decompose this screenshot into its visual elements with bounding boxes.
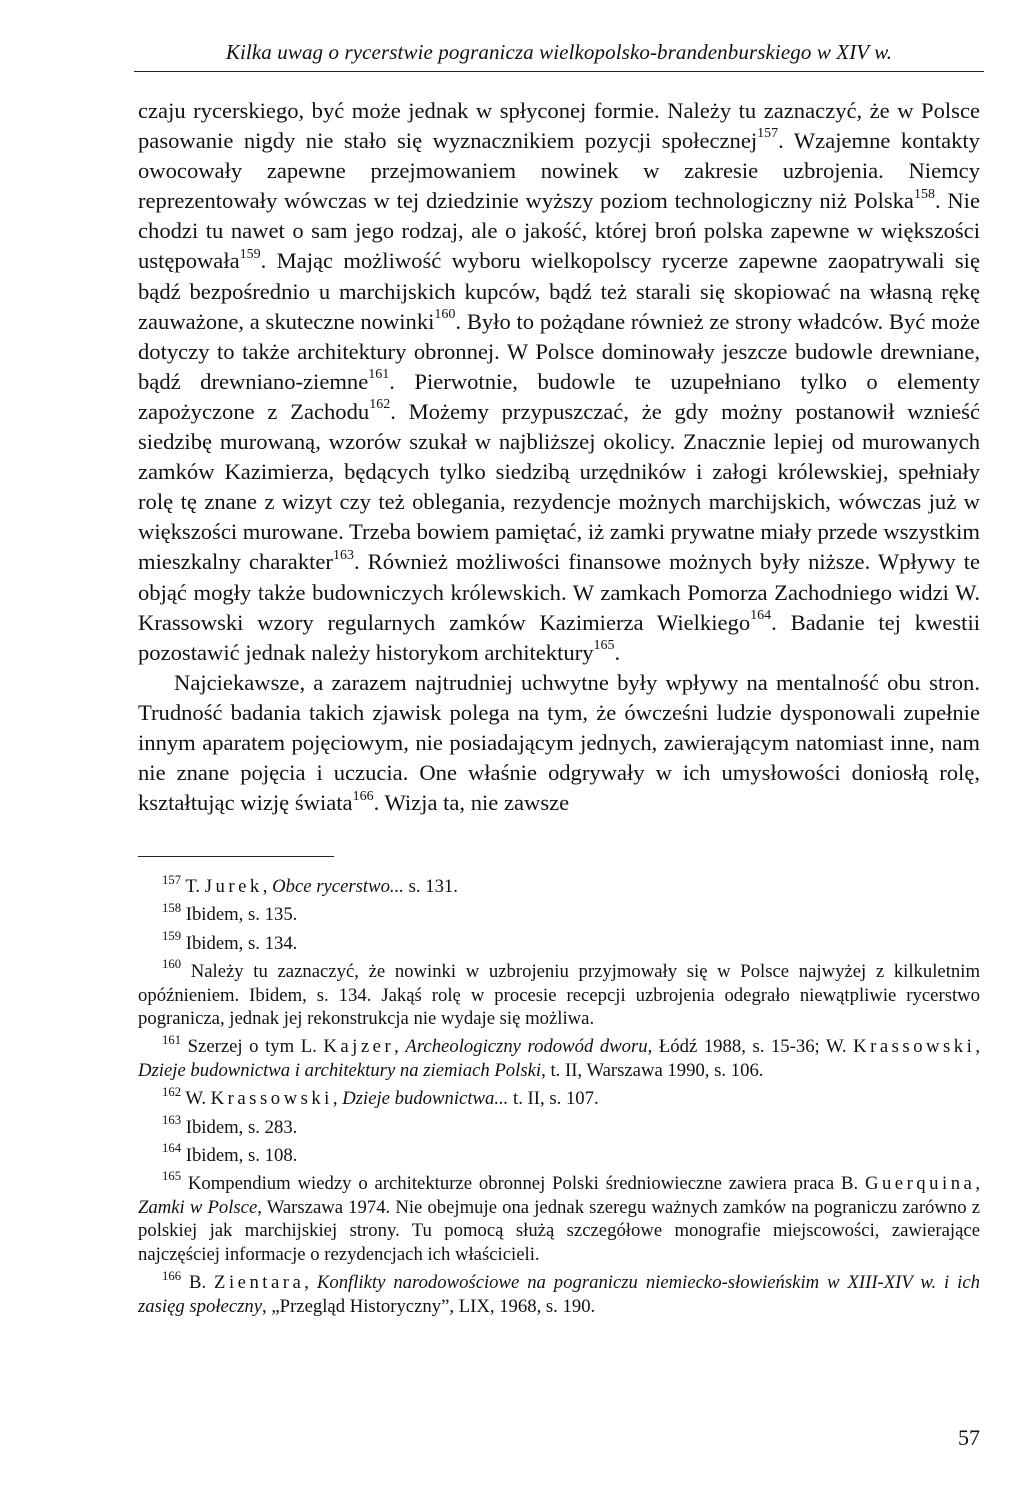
footnote [138,957,980,1031]
paragraph [138,96,980,668]
text-run: Najciekawsze, a zarazem najtrudniej uchwytne były wpływy na mentalność obu stron. Trudność badania takich zjawisk polega na tym, że ówcześni ludzie dysponowali zupełnie innym aparatem pojęciowym, nie posiadającym jednych, zawierającym natomiast inne, nam nie znane pojęcia i uczucia. One właśnie odgrywały w ich umysłowości doniosłą rolę, kształtując wizję świata [138,669,980,816]
author-name: Krassowski [853,1036,976,1058]
italic-title: Konflikty narodowościowe na pograniczu niemiecko-słowieńskim w XIII-XIV w. i ich zasięg społeczny [138,1272,981,1317]
footnote-ref: 160 [434,307,456,323]
footnote-ref: 164 [750,607,772,623]
text-run: , [394,1036,406,1058]
text-run: s. 131. [403,876,458,898]
italic-title: Archeologiczny rodowód dworu [405,1036,648,1058]
footnote-ref: 159 [239,246,261,262]
text-run: t. II, s. 107. [508,1088,599,1110]
text-run: Należy tu zaznaczyć, że nowinki w uzbrojeniu przyjmowały się w Polsce najwyżej z kilkuletnim opóźnieniem. Ibidem, s. 134. Jakąś rolę w procesie recepcji uzbrojenia odegrało niewątpliwie rycerstwo pogranicza, jednak jej rekonstrukcja nie wydaje się możliwa. [138,960,980,1030]
footnote-ref: 163 [332,547,354,563]
footnote [138,929,980,956]
author-name: Guerquina [864,1172,976,1194]
text-run: Szerzej o tym L. [181,1036,324,1058]
footnote-number: 159 [162,929,182,944]
footnote-ref: 158 [913,186,935,202]
text-run: . Również możliwości finansowe możnych były niższe. Wpływy te objąć mogły także budowniczych królewskich. W zamkach Pomorza Zachodniego widzi W. Krassowski wzory regularnych zamków Kazimierza Wielkiego [138,549,981,635]
text-run: B. [181,1272,215,1294]
italic-title: Zamki w Polsce [138,1196,258,1218]
text-run: Ibidem, s. 108. [181,1144,298,1166]
footnote-number: 164 [162,1141,182,1156]
footnote-separator [138,856,334,857]
text-run: . Badanie tej kwestii pozostawić jednak należy historykom architektury [138,609,981,665]
italic-title: Dzieje budownictwa... [342,1088,509,1110]
text-run: , Łódź 1988, s. 15-36; W. [647,1036,854,1058]
footnote-number: 158 [162,900,182,915]
footnote [138,1032,981,1082]
text-run: . Możemy przypuszczać, że gdy możny postanowił wznieść siedzibę murowaną, wzorów szukał w najbliższej okolicy. Znacznie lepiej od murowanych zamków Kazimierza, będących tylko siedzibą urzędników i załogi królewskiej, spełniały rolę tę znane z wizyt czy też oblegania, rezydencje możnych marchijskich, wówczas już w większości murowane. Trzeba bowiem pamiętać, iż zamki prywatne miały przede wszystkim mieszkalny charakter [138,398,980,575]
footnote-ref: 161 [368,367,390,383]
footnote [138,1169,981,1267]
text-run: . Nie chodzi tu nawet o sam jego rodzaj, ale o jakość, której broń polska zapewne w większości ustępowała [138,188,980,274]
author-name: Jurek [204,876,263,898]
author-name: Zientara [214,1272,305,1294]
page-number: 57 [958,1425,980,1450]
text-run: Ibidem, s. 135. [181,904,298,926]
text-run: Kompendium wiedzy o architekturze obronnej Polski średniowieczne zawiera praca B. [181,1172,865,1194]
author-name: Kajzer [323,1036,395,1058]
text-run: Ibidem, s. 283. [181,1116,298,1138]
footnote-number: 166 [162,1268,182,1283]
running-head: Kilka uwag o rycerstwie pogranicza wielkopolsko-brandenburskiego w XIV w. [134,40,984,72]
text-run: , [975,1036,981,1058]
footnote-number: 157 [162,872,182,887]
footnote-ref: 162 [369,397,391,413]
footnote-number: 160 [162,957,182,972]
footnote-number: 165 [162,1169,182,1184]
footnote [138,1268,981,1318]
footnote-number: 161 [162,1032,182,1047]
text-run: W. [181,1088,211,1110]
page [138,40,980,1323]
author-name: Krassowski [210,1088,333,1110]
footnote-number: 162 [162,1084,182,1099]
main-text [138,96,980,818]
footnote [138,1084,980,1111]
footnote [138,872,980,899]
footnote [138,900,980,927]
text-run: , „Przegląd Historyczny”, LIX, 1968, s. 190. [262,1296,596,1317]
footnote [138,1141,980,1168]
text-run: . Mając możliwość wyboru wielkopolscy rycerze zapewne zaopatrywali się bądź bezpośrednio u marchijskich kupców, bądź też starali się skopiować na własną rękę zauważone, a skuteczne nowinki [138,248,980,334]
footnote-ref: 157 [757,126,779,142]
text-run: , [262,876,273,898]
footnote-ref: 165 [593,638,615,654]
text-run: , [304,1272,317,1294]
text-run: . Pierwotnie, budowle te uzupełniano tylko o elementy zapożyczone z Zachodu [138,368,980,424]
footnote-ref: 166 [352,788,374,804]
text-run: . Było to pożądane również ze strony władców. Być może dotyczy to także architektury obronnej. W Polsce dominowały jeszcze budowle drewniane, bądź drewniano-ziemne [138,308,981,394]
footnotes [138,872,981,1318]
text-run: , Warszawa 1974. Nie obejmuje ona jednak szeregu ważnych zamków na pograniczu zarówno z polskiej jak marchijskiej strony. Tu pomocą służą szczegółowe monografie miejscowości, zawierające najczęściej informacje o rezydencjach ich właścicieli. [138,1196,981,1266]
text-run: , t. II, Warszawa 1990, s. 106. [541,1060,764,1082]
text-run: . Wizja ta, nie zawsze [373,790,570,816]
text-run: , [332,1088,343,1110]
text-run: . [614,639,621,665]
text-run: Ibidem, s. 134. [181,932,298,954]
text-run: , [975,1172,980,1194]
italic-title: Obce rycerstwo... [272,876,404,898]
footnote [138,1113,980,1140]
text-run: . Wzajemne kontakty owocowały zapewne przejmowaniem nowinek w zakresie uzbrojenia. Niemcy reprezentowały wówczas w tej dziedzinie wyższy poziom technologiczny niż Polska [138,128,980,214]
paragraph [138,668,980,818]
text-run: T. [181,876,205,898]
text-run: czaju rycerskiego, być może jednak w spłyconej formie. Należy tu zaznaczyć, że w Polsce pasowanie nigdy nie stało się wyznacznikiem pozycji społecznej [138,98,980,154]
footnote-number: 163 [162,1113,182,1128]
italic-title: Dzieje budownictwa i architektury na ziemiach Polski [138,1060,542,1082]
